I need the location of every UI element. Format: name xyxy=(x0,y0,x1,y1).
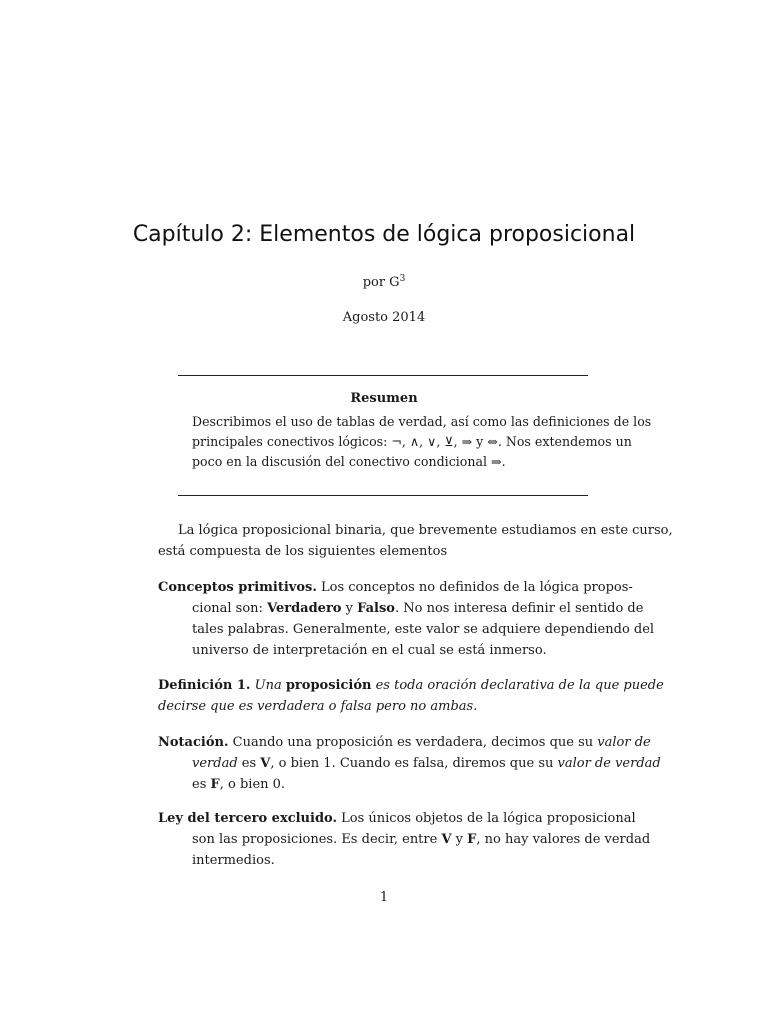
notacion-text: Cuando una proposición es verdadera, decimos que su xyxy=(232,735,594,750)
term-valor-de: valor de xyxy=(597,735,651,750)
conceptos-text: Los conceptos no definidos de la lógica propos- xyxy=(321,580,633,595)
symbol-v: V xyxy=(260,756,271,771)
ley-line-3: intermedios. xyxy=(192,853,275,868)
abstract-top-rule xyxy=(178,375,588,376)
term-verdadero: Verdadero xyxy=(267,601,342,616)
term-proposicion: proposición xyxy=(285,678,372,693)
ley-text: son las proposiciones. Es decir, entre xyxy=(192,832,442,847)
definicion-text: Una xyxy=(254,678,282,693)
definicion-line-2: decirse que es verdadera o falsa pero no ambas. xyxy=(158,699,478,714)
term-valor-de-verdad: valor de verdad xyxy=(557,756,661,771)
symbol-f: F xyxy=(210,777,220,792)
conceptos-line-2 xyxy=(158,598,644,619)
symbol-f: F xyxy=(467,832,477,847)
intro-line: La lógica proposicional binaria, que brevemente estudiamos en este curso, xyxy=(178,523,673,538)
definicion-line-1 xyxy=(158,675,664,696)
intro-paragraph xyxy=(158,520,673,562)
term-falso: Falso xyxy=(357,601,395,616)
conceptos-heading: Conceptos primitivos. xyxy=(158,580,317,595)
definicion-text: es toda oración declarativa de la que puede xyxy=(375,678,664,693)
notacion-text: , o bien 0. xyxy=(219,777,286,792)
abstract-bottom-rule xyxy=(178,495,588,496)
ley-text: Los únicos objetos de la lógica proposicional xyxy=(341,811,636,826)
author-name: por G xyxy=(362,275,400,290)
notacion-heading: Notación. xyxy=(158,735,229,750)
page-number: 1 xyxy=(379,890,389,905)
notacion-text: es xyxy=(237,756,261,771)
ley-line-1 xyxy=(158,808,636,829)
abstract-line: principales conectivos lógicos: ¬, ∧, ∨, ⊻, ⇒ y ⇔. Nos extendemos un xyxy=(192,434,632,449)
term-verdad: verdad xyxy=(192,756,238,771)
ley-heading: Ley del tercero excluido. xyxy=(158,811,337,826)
notacion-text: , o bien 1. Cuando es falsa, diremos que su xyxy=(270,756,558,771)
notacion-paragraph xyxy=(158,732,661,795)
author-superscript: 3 xyxy=(399,274,406,284)
conceptos-primitivos-paragraph xyxy=(158,577,655,661)
abstract-heading: Resumen xyxy=(350,391,418,406)
ley-line-2 xyxy=(158,829,651,850)
intro-line: está compuesta de los siguientes elementos xyxy=(158,544,448,559)
ley-text: , no hay valores de verdad xyxy=(476,832,651,847)
notacion-line-3 xyxy=(158,774,610,795)
author-line xyxy=(0,274,768,290)
notacion-line-2 xyxy=(158,753,661,774)
symbol-v: V xyxy=(441,832,452,847)
definicion-paragraph xyxy=(158,675,664,717)
abstract-line: Describimos el uso de tablas de verdad, así como las definiciones de los xyxy=(192,414,652,429)
notacion-text: es xyxy=(192,777,211,792)
notacion-line-1 xyxy=(158,732,651,753)
conceptos-text: . No nos interesa definir el sentido de xyxy=(394,601,644,616)
conceptos-line-3: tales palabras. Generalmente, este valor se adquiere dependiendo del xyxy=(192,622,655,637)
conceptos-line-4: universo de interpretación en el cual se está inmerso. xyxy=(192,643,547,658)
ley-text: y xyxy=(451,832,468,847)
conceptos-text: cional son: xyxy=(192,601,268,616)
abstract-line: poco en la discusión del conectivo condicional ⇒. xyxy=(192,454,506,469)
abstract-body xyxy=(192,412,652,472)
conceptos-line-1 xyxy=(158,577,633,598)
date-line: Agosto 2014 xyxy=(342,310,426,325)
conceptos-text: y xyxy=(341,601,358,616)
chapter-title: Capítulo 2: Elementos de lógica proposicional xyxy=(132,222,636,247)
definicion-heading: Definición 1. xyxy=(158,678,251,693)
ley-tercero-excluido-paragraph xyxy=(158,808,651,871)
